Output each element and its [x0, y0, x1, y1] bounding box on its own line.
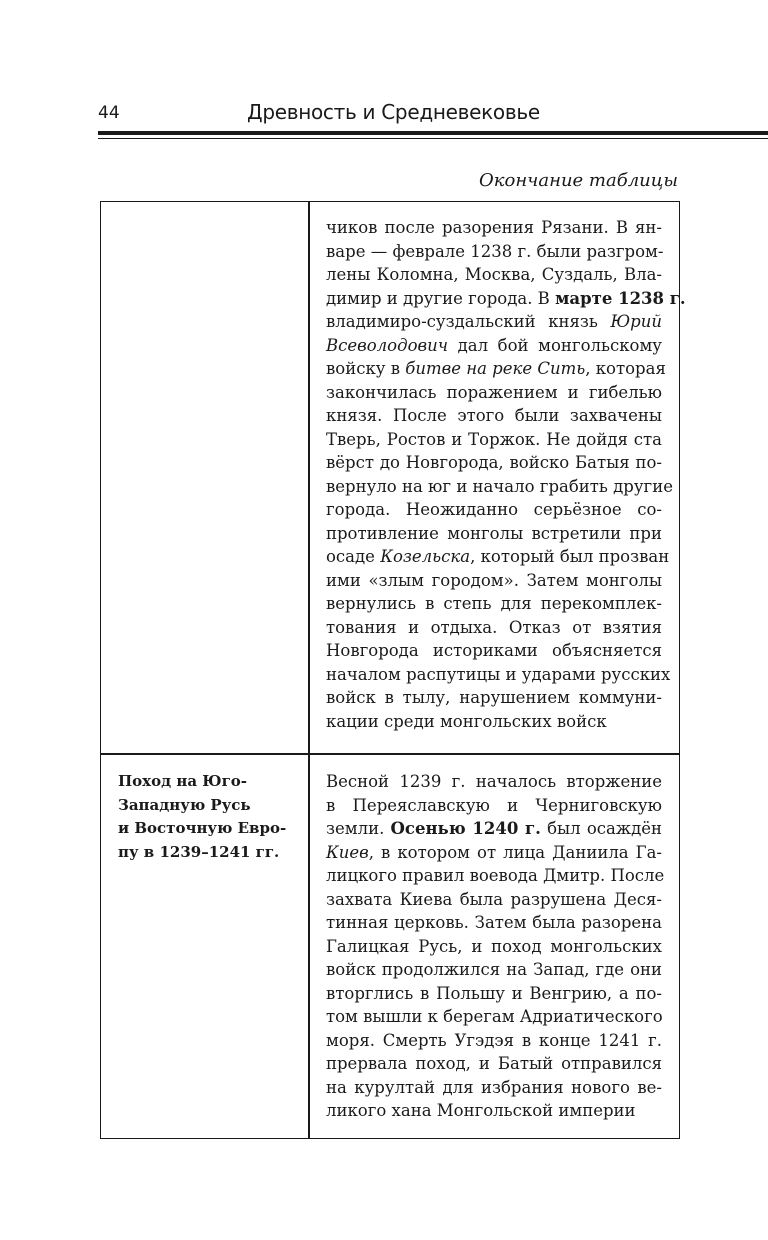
text-line: Новгорода историками объясняется [326, 641, 662, 660]
text-line: Киев, в котором от лица Даниила Га- [326, 842, 662, 862]
text-line: Галицкая Русь, и поход монгольских [326, 936, 662, 956]
text-line: ликого хана Монгольской империи [326, 1101, 636, 1120]
text-line: чиков после разорения Рязани. В ян- [326, 218, 662, 237]
text-line: лицкого правил воевода Дмитр. После [326, 866, 665, 885]
header-rule-thin [98, 138, 768, 139]
text-line: осаде Козельска, который был прозван [326, 547, 670, 566]
table-caption: Окончание таблицы [478, 170, 678, 191]
table-row-1-description [326, 216, 686, 733]
text-line: Весной 1239 г. началось вторжение [326, 772, 662, 791]
text-line: димир и другие города. В марте 1238 г. [326, 288, 686, 308]
text-line: земли. Осенью 1240 г. был осаждён [326, 819, 662, 838]
text-line: началом распутицы и ударами русских [326, 664, 671, 684]
topic-line: Западную Русь [118, 795, 251, 814]
row-divider [101, 753, 679, 755]
text-line: владимиро-суздальский князь Юрий [326, 312, 662, 331]
table-row-2-topic [118, 770, 298, 864]
text-line: лены Коломна, Москва, Суздаль, Вла- [326, 265, 662, 284]
running-head-title: Древность и Средневековье [247, 100, 540, 124]
text-line: вторглись в Польшу и Венгрию, а по- [326, 983, 662, 1003]
text-line: Всеволодович дал бой монгольскому [326, 335, 662, 355]
text-line: Тверь, Ростов и Торжок. Не дойдя ста [326, 429, 662, 449]
text-line: том вышли к берегам Адриатического [326, 1007, 663, 1026]
topic-line: пу в 1239–1241 гг. [118, 842, 280, 861]
text-line: тования и отдыха. Отказ от взятия [326, 617, 662, 637]
text-line: города. Неожиданно серьёзное со- [326, 500, 662, 519]
header-rule-thick [98, 131, 768, 135]
text-line: противление монголы встретили при [326, 523, 662, 543]
text-line: варе — феврале 1238 г. были разгром- [326, 241, 664, 261]
text-line: на курултай для избрания нового ве- [326, 1077, 662, 1097]
text-line: кации среди монгольских войск [326, 711, 607, 731]
text-line: войску в битве на реке Сить, которая [326, 359, 666, 378]
topic-line: Поход на Юго- [118, 772, 247, 790]
text-line: князя. После этого были захвачены [326, 406, 662, 425]
topic-line: и Восточную Евро- [118, 819, 287, 837]
text-line: войск продолжился на Запад, где они [326, 960, 662, 979]
column-divider [308, 202, 310, 1138]
text-line: прервала поход, и Батый отправился [326, 1054, 662, 1073]
text-line: вёрст до Новгорода, войско Батыя по- [326, 453, 662, 472]
text-line: вернулись в степь для перекомплек- [326, 594, 662, 613]
text-line: захвата Киева была разрушена Деся- [326, 889, 662, 909]
text-line: моря. Смерть Угэдэя в конце 1241 г. [326, 1030, 662, 1050]
text-line: ими «злым городом». Затем монголы [326, 570, 662, 590]
text-line: закончилась поражением и гибелью [326, 382, 662, 402]
history-table [100, 201, 686, 1139]
text-line: вернуло на юг и начало грабить другие [326, 476, 673, 496]
text-line: тинная церковь. Затем была разорена [326, 913, 662, 932]
text-line: войск в тылу, нарушением коммуни- [326, 688, 662, 707]
text-line: в Переяславскую и Черниговскую [326, 795, 662, 815]
table-row-2-description [326, 770, 665, 1123]
page-number: 44 [98, 103, 120, 123]
